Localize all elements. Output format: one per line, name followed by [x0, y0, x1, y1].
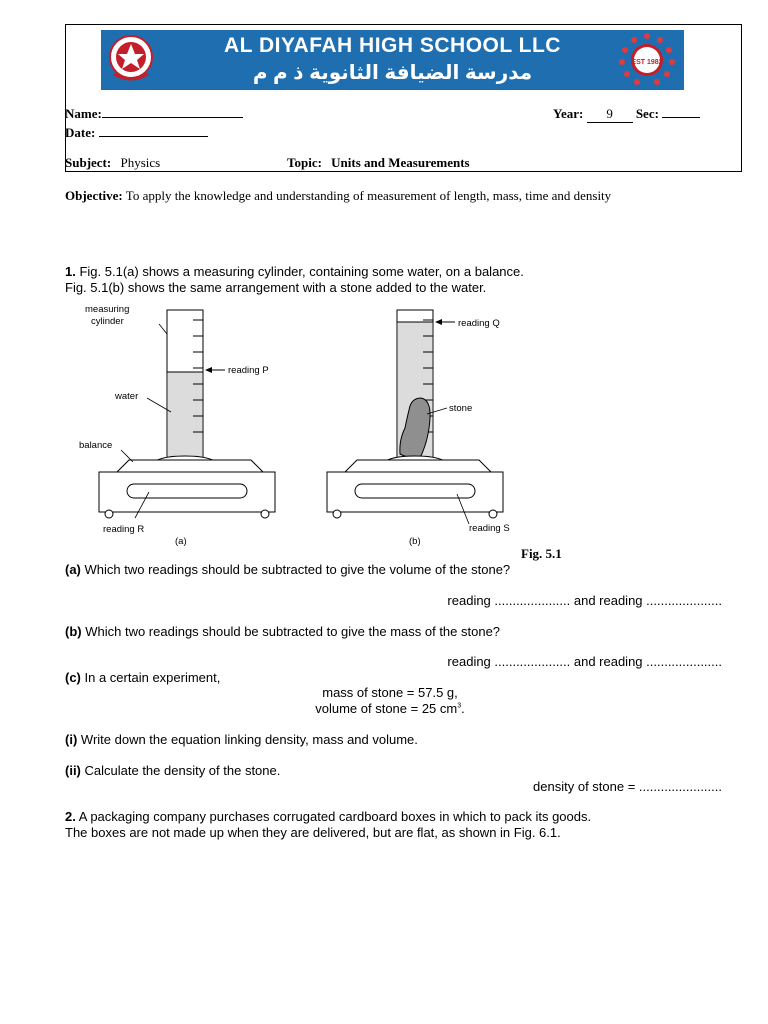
water-a [168, 372, 202, 458]
label-b: (b) [409, 536, 421, 547]
label-reading-s: reading S [469, 523, 510, 534]
q1c-volume-suffix: . [461, 701, 465, 716]
label-reading-r: reading R [103, 524, 145, 535]
year-field[interactable] [553, 105, 700, 123]
label-reading-p: reading P [228, 365, 269, 376]
figure-b [327, 310, 510, 547]
school-crest-logo [108, 32, 154, 84]
badge-text: EST 1982 [631, 59, 663, 66]
sec-line[interactable] [662, 105, 700, 118]
q1ci-label: (i) [65, 732, 78, 747]
q1c [65, 670, 220, 685]
q1b-label: (b) [65, 624, 82, 639]
date-line[interactable] [99, 124, 208, 137]
q2-line2: The boxes are not made up when they are delivered, but are flat, as shown in Fig. 6.1. [65, 825, 561, 840]
q1a-text: Which two readings should be subtracted to give the volume of the stone? [84, 562, 511, 577]
label-water: water [115, 391, 139, 402]
objective-label: Objective: [65, 188, 123, 203]
objective [65, 188, 611, 204]
topic-label: Topic: [287, 155, 322, 170]
label-reading-q: reading Q [458, 318, 500, 329]
display-b [355, 484, 475, 498]
q1-line1-text: Fig. 5.1(a) shows a measuring cylinder, containing some water, on a balance. [79, 264, 524, 279]
label-cylinder: cylinder [91, 316, 124, 327]
q1c-label: (c) [65, 670, 81, 685]
date-field[interactable] [65, 124, 208, 141]
q1cii-answer-line[interactable]: density of stone = ....................... [533, 779, 722, 794]
label-measuring: measuring [85, 304, 130, 315]
q1ci [65, 732, 418, 747]
q1c-volume-sup: 3 [457, 702, 462, 710]
date-label: Date: [65, 125, 96, 140]
name-label: Name: [65, 106, 102, 121]
topic-value: Units and Measurements [331, 155, 470, 170]
q1a-label: (a) [65, 562, 81, 577]
label-a: (a) [175, 536, 187, 547]
year-value: 9 [587, 106, 633, 123]
display-a [127, 484, 247, 498]
q1b-answer-line[interactable]: reading ..................... and reading ..................... [447, 654, 722, 669]
q2-line1 [65, 809, 591, 824]
q1ci-text: Write down the equation linking density, mass and volume. [80, 732, 418, 747]
topic-row [287, 155, 470, 171]
q1c-volume-text: volume of stone = 25 cm [315, 701, 458, 716]
q1cii [65, 763, 280, 778]
subject-label: Subject: [65, 155, 112, 170]
figure-5-1 [75, 300, 535, 550]
q1c-volume [250, 701, 530, 716]
q1b [65, 624, 500, 639]
figure-a [79, 304, 275, 547]
q1c-text: In a certain experiment, [84, 670, 221, 685]
school-name-en: AL DIYAFAH HIGH SCHOOL LLC [224, 34, 561, 57]
name-field[interactable] [65, 105, 243, 122]
q1a [65, 562, 510, 577]
q1c-mass: mass of stone = 57.5 g, [322, 685, 458, 700]
label-stone: stone [449, 403, 473, 414]
est-badge-logo [618, 31, 676, 87]
subject-row [65, 155, 160, 171]
q1-line1 [65, 264, 524, 279]
q1b-text: Which two readings should be subtracted to give the mass of the stone? [85, 624, 501, 639]
q2-line1-text: A packaging company purchases corrugated cardboard boxes in which to pack its goods. [78, 809, 592, 824]
year-label: Year: [553, 106, 584, 121]
objective-text: To apply the knowledge and understanding of measurement of length, mass, time and density [125, 188, 612, 203]
q1cii-text: Calculate the density of the stone. [84, 763, 281, 778]
subject-value: Physics [120, 155, 161, 170]
q1cii-label: (ii) [65, 763, 81, 778]
label-balance: balance [79, 440, 113, 451]
q1a-answer-line[interactable]: reading ..................... and reading ..................... [447, 593, 722, 608]
q1-line2: Fig. 5.1(b) shows the same arrangement with a stone added to the water. [65, 280, 487, 295]
sec-label: Sec: [635, 106, 659, 121]
q1-number: 1. [65, 264, 76, 279]
school-banner [101, 30, 684, 90]
name-line[interactable] [102, 105, 243, 118]
school-name-ar: مدرسة الضيافة الثانوية ذ م م [252, 62, 533, 84]
q2-number: 2. [65, 809, 76, 824]
figure-caption: Fig. 5.1 [521, 546, 562, 561]
